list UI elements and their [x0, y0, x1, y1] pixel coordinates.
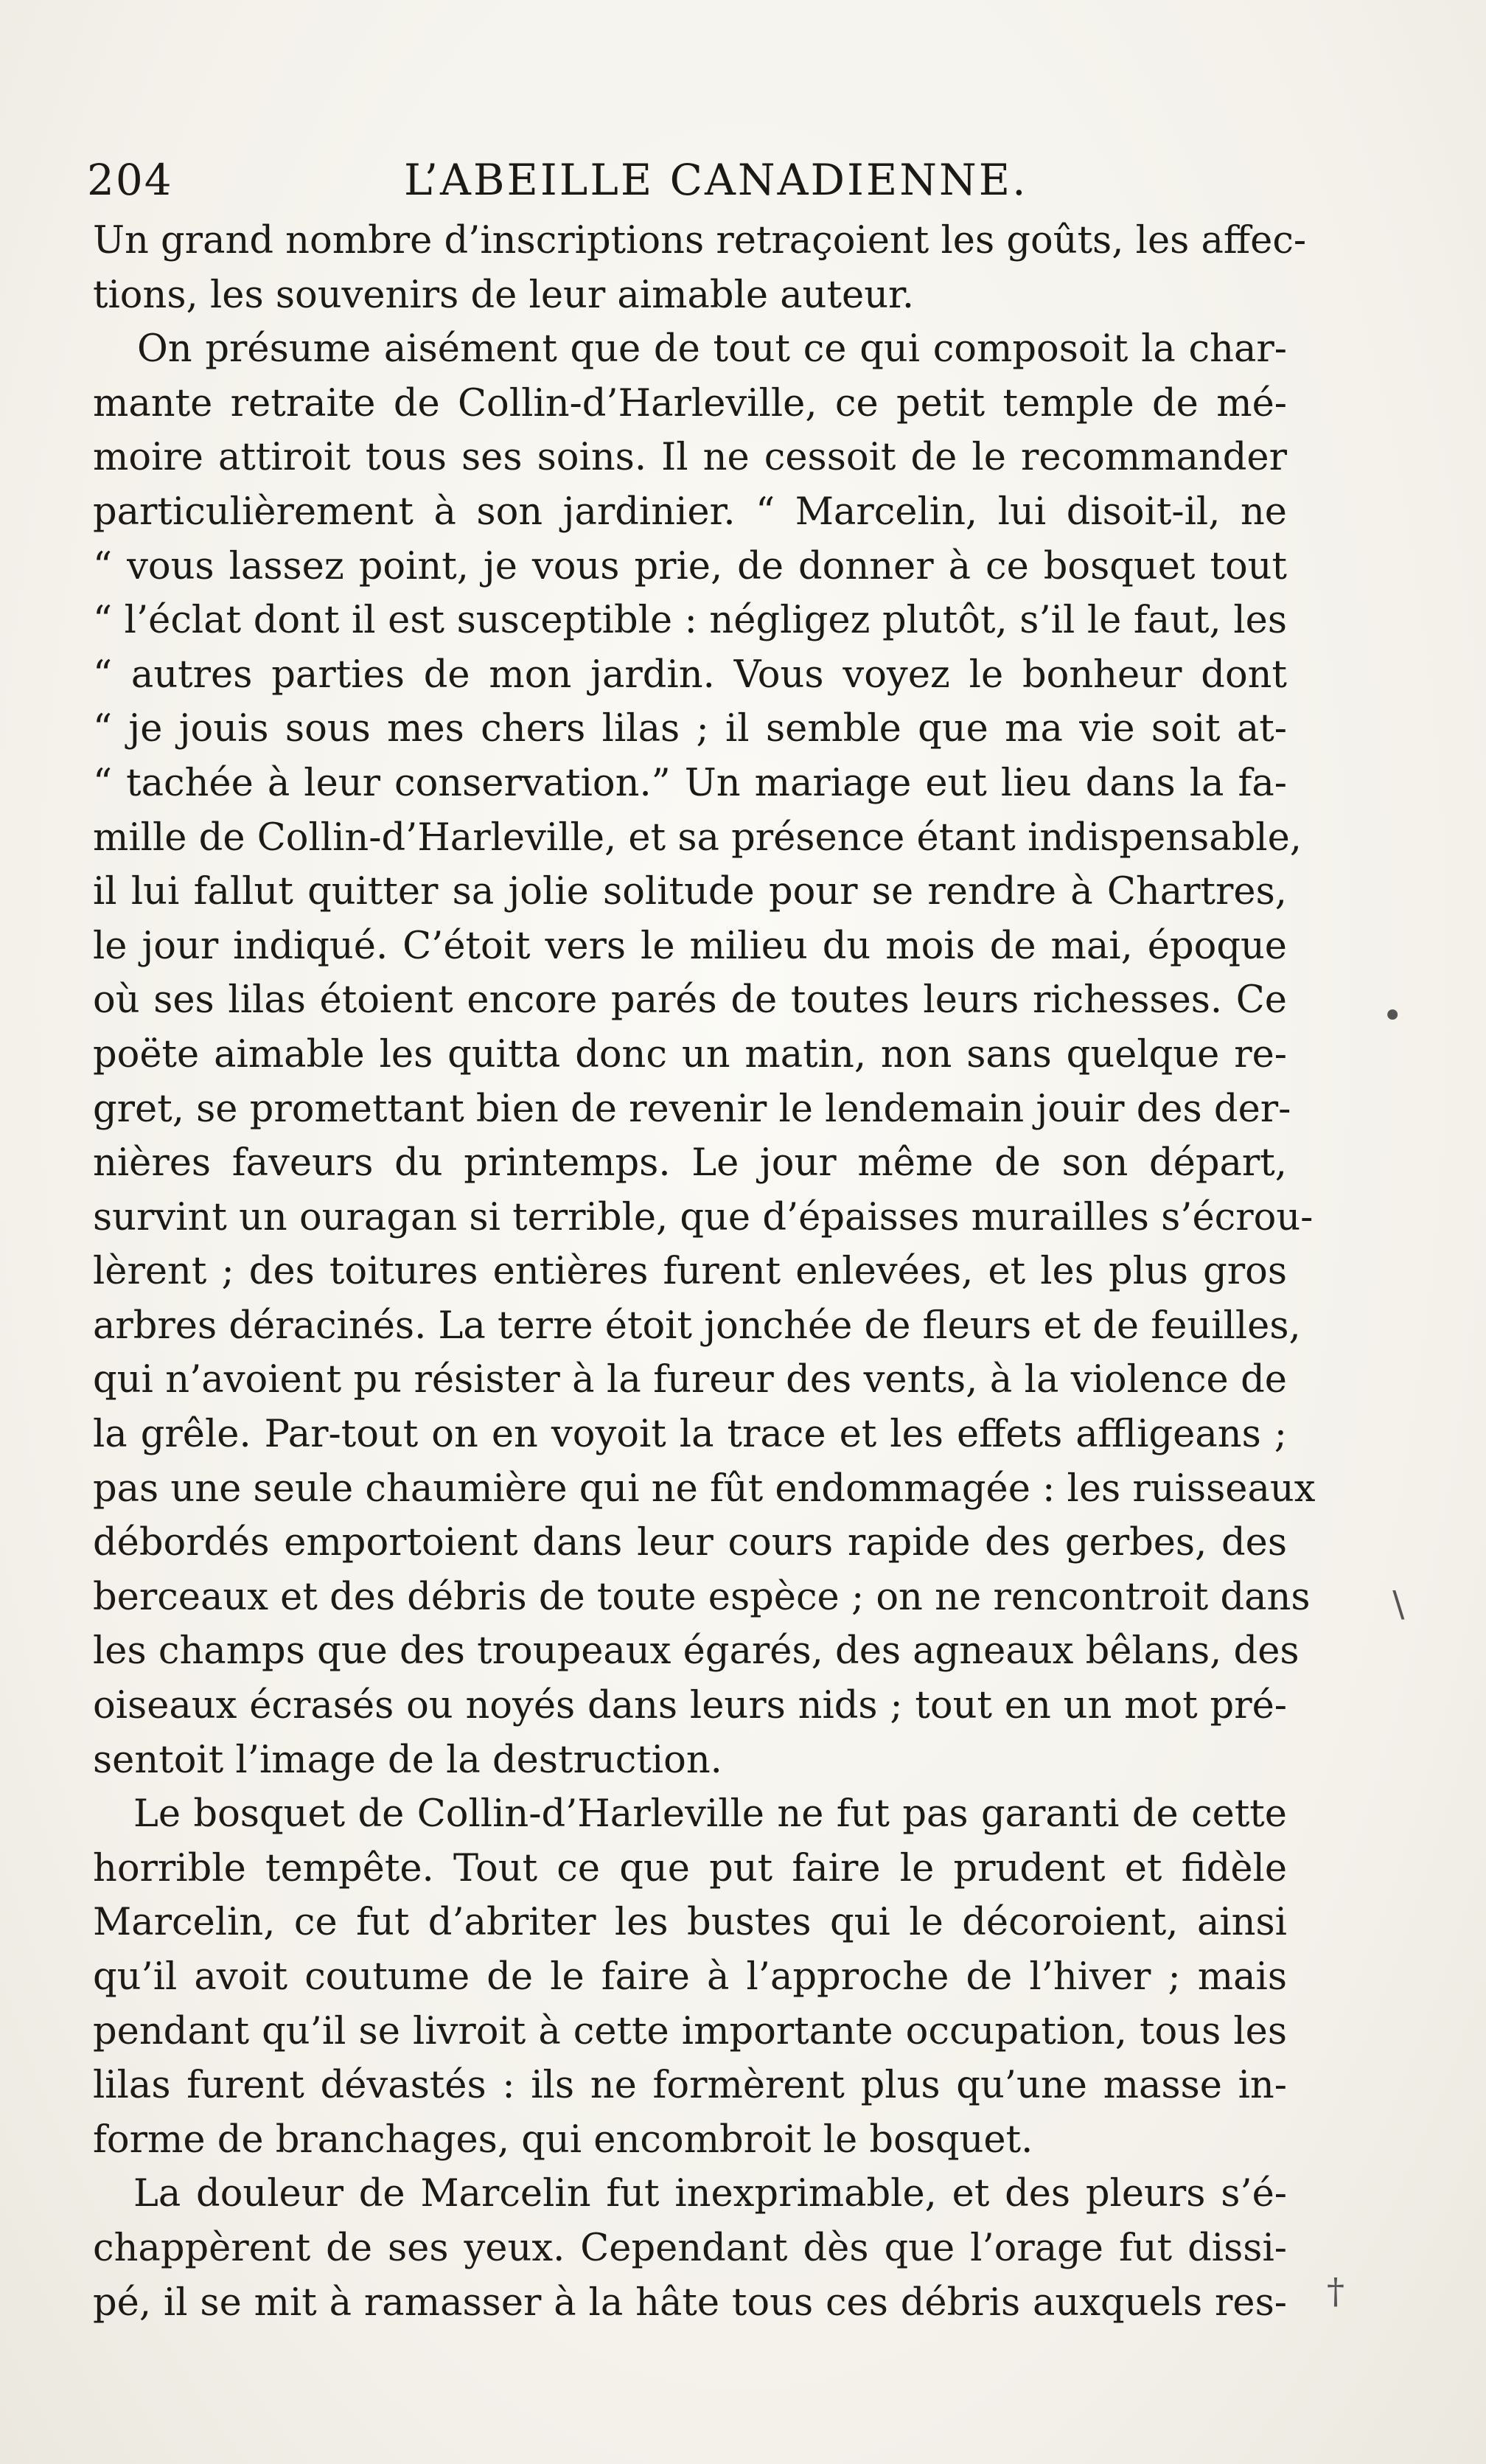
text-line: lilas furent dévastés : ils ne formèrent plus qu’une masse in-	[93, 2064, 1287, 2108]
text-line: moire attiroit tous ses soins. Il ne cessoit de le recommander	[93, 436, 1287, 480]
running-title: L’ABEILLE CANADIENNE.	[404, 155, 1028, 205]
text-line: gret, se promettant bien de revenir le lendemain jouir des der-	[93, 1087, 1291, 1131]
margin-smudge-icon: †	[1327, 2271, 1344, 2312]
text-line: “ tachée à leur conservation.” Un mariage eut lieu dans la fa-	[93, 761, 1287, 805]
text-line: horrible tempête. Tout ce que put faire le prudent et fidèle	[93, 1846, 1287, 1890]
text-line: pendant qu’il se livroit à cette importante occupation, tous les	[93, 2009, 1287, 2053]
text-line: tions, les souvenirs de leur aimable auteur.	[93, 273, 915, 317]
text-line: nières faveurs du printemps. Le jour même de son départ,	[93, 1141, 1287, 1186]
text-line: le jour indiqué. C’étoit vers le milieu du mois de mai, époque	[93, 924, 1287, 968]
text-line: Marcelin, ce fut d’abriter les bustes qui le décoroient, ainsi	[93, 1901, 1287, 1945]
text-line: qu’il avoit coutume de le faire à l’approche de l’hiver ; mais	[93, 1955, 1287, 1999]
text-line: On présume aisément que de tout ce qui composoit la char-	[137, 327, 1287, 372]
text-line: “ je jouis sous mes chers lilas ; il semble que ma vie soit at-	[93, 707, 1287, 751]
text-line: “ vous lassez point, je vous prie, de donner à ce bosquet tout	[93, 544, 1287, 588]
text-line: La douleur de Marcelin fut inexprimable, et des pleurs s’é-	[133, 2172, 1287, 2216]
text-line: “ l’éclat dont il est susceptible : négligez plutôt, s’il le faut, les	[93, 599, 1287, 643]
text-line: les champs que des troupeaux égarés, des agneaux bêlans, des	[93, 1629, 1300, 1674]
text-line: arbres déracinés. La terre étoit jonchée de fleurs et de feuilles,	[93, 1304, 1301, 1348]
page-number: 204	[87, 155, 173, 205]
text-line: forme de branchages, qui encombroit le bosquet.	[93, 2117, 1033, 2162]
text-line: qui n’avoient pu résister à la fureur des vents, à la violence de	[93, 1358, 1287, 1402]
text-line: “ autres parties de mon jardin. Vous voyez le bonheur dont	[93, 652, 1287, 697]
text-line: pé, il se mit à ramasser à la hâte tous ces débris auxquels res-	[93, 2280, 1287, 2325]
text-line: mante retraite de Collin-d’Harleville, ce petit temple de mé-	[93, 381, 1287, 425]
text-line: lèrent ; des toitures entières furent enlevées, et les plus gros	[93, 1250, 1287, 1294]
margin-smudge-icon: ∖	[1386, 1585, 1409, 1626]
text-line: sentoit l’image de la destruction.	[93, 1738, 722, 1782]
text-line: survint un ouragan si terrible, que d’épaisses murailles s’écrou-	[93, 1195, 1314, 1239]
body-text	[93, 214, 1316, 2330]
text-line: pas une seule chaumière qui ne fût endommagée : les ruisseaux	[93, 1466, 1316, 1511]
text-line: Un grand nombre d’inscriptions retraçoient les goûts, les affec-	[93, 219, 1307, 262]
text-line: oiseaux écrasés ou noyés dans leurs nids ; tout en un mot pré-	[93, 1684, 1287, 1728]
text-line: Le bosquet de Collin-d’Harleville ne fut pas garanti de cette	[133, 1792, 1287, 1837]
text-line: où ses lilas étoient encore parés de toutes leurs richesses. Ce	[93, 978, 1287, 1023]
text-line: berceaux et des débris de toute espèce ; on ne rencontroit dans	[93, 1575, 1311, 1619]
text-line: poëte aimable les quitta donc un matin, non sans quelque re-	[93, 1032, 1287, 1076]
text-line: la grêle. Par-tout on en voyoit la trace et les effets affligeans ;	[93, 1413, 1287, 1457]
text-line: mille de Collin-d’Harleville, et sa présence étant indispensable,	[93, 815, 1302, 860]
text-line: particulièrement à son jardinier. “ Marcelin, lui disoit-il, ne	[93, 490, 1287, 534]
text-line: chappèrent de ses yeux. Cependant dès que l’orage fut dissi-	[93, 2226, 1287, 2270]
text-line: débordés emportoient dans leur cours rapide des gerbes, des	[93, 1521, 1287, 1565]
margin-smudge-icon: •	[1382, 995, 1403, 1037]
text-line: il lui fallut quitter sa jolie solitude pour se rendre à Chartres,	[93, 870, 1287, 914]
